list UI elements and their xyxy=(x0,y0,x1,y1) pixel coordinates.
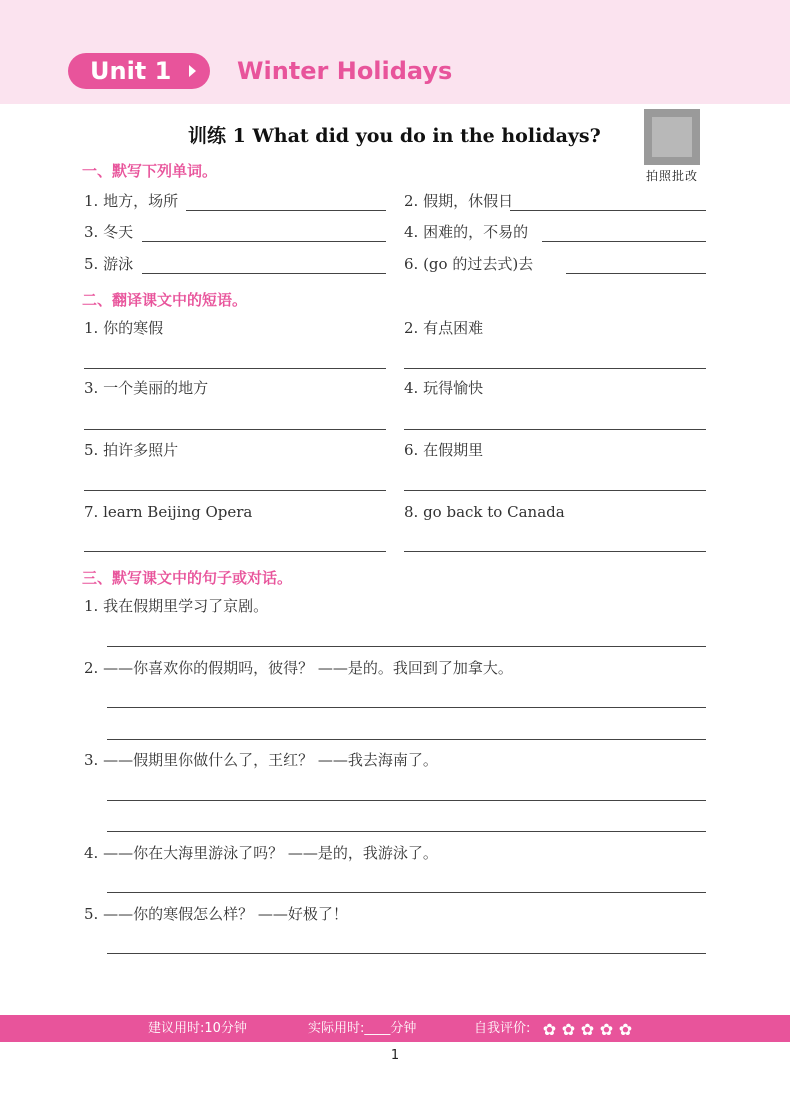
flower-star-icon[interactable]: ✿ xyxy=(599,1020,614,1039)
header-banner xyxy=(0,0,790,104)
flower-star-icon[interactable]: ✿ xyxy=(618,1020,633,1039)
answer-line[interactable] xyxy=(107,831,706,832)
answer-line[interactable] xyxy=(566,273,706,274)
word-item: 5. 游泳 xyxy=(84,255,134,273)
qr-code-icon[interactable] xyxy=(644,109,700,165)
answer-line[interactable] xyxy=(404,551,706,552)
answer-line[interactable] xyxy=(107,739,706,740)
answer-line[interactable] xyxy=(404,368,706,369)
phrase-item: 3. 一个美丽的地方 xyxy=(84,379,209,397)
word-item: 6. (go 的过去式)去 xyxy=(404,255,534,273)
lesson-title: 训练 1 What did you do in the holidays? xyxy=(188,125,601,147)
answer-line[interactable] xyxy=(510,210,706,211)
answer-line[interactable] xyxy=(84,490,386,491)
word-item: 1. 地方，场所 xyxy=(84,192,179,210)
answer-line[interactable] xyxy=(404,490,706,491)
sentence-item: 2. ——你喜欢你的假期吗，彼得？ ——是的。我回到了加拿大。 xyxy=(84,659,513,677)
flower-star-icon[interactable]: ✿ xyxy=(580,1020,595,1039)
answer-line[interactable] xyxy=(84,368,386,369)
answer-line[interactable] xyxy=(107,707,706,708)
section-heading-3: 三、默写课文中的句子或对话。 xyxy=(82,569,293,587)
suggested-time: 建议用时:10分钟 xyxy=(148,1021,247,1036)
rating-stars[interactable] xyxy=(541,1020,636,1039)
answer-line[interactable] xyxy=(107,800,706,801)
phrase-item: 1. 你的寒假 xyxy=(84,319,164,337)
word-item: 2. 假期，休假日 xyxy=(404,192,514,210)
phrase-item: 8. go back to Canada xyxy=(404,503,565,521)
actual-time: 实际用时:____分钟 xyxy=(308,1021,417,1036)
word-item: 3. 冬天 xyxy=(84,223,134,241)
section-heading-1: 一、默写下列单词。 xyxy=(82,162,218,180)
answer-line[interactable] xyxy=(84,551,386,552)
flower-star-icon[interactable]: ✿ xyxy=(542,1020,557,1039)
unit-label: Unit 1 xyxy=(90,57,172,85)
phrase-item: 5. 拍许多照片 xyxy=(84,441,179,459)
answer-line[interactable] xyxy=(107,892,706,893)
section-heading-2: 二、翻译课文中的短语。 xyxy=(82,291,248,309)
unit-badge xyxy=(68,53,210,89)
answer-line[interactable] xyxy=(186,210,386,211)
answer-line[interactable] xyxy=(404,429,706,430)
phrase-item: 7. learn Beijing Opera xyxy=(84,503,253,521)
answer-line[interactable] xyxy=(107,646,706,647)
sentence-item: 1. 我在假期里学习了京剧。 xyxy=(84,597,269,615)
play-arrow-icon xyxy=(189,65,196,77)
self-evaluation-label: 自我评价: xyxy=(474,1021,531,1036)
phrase-item: 2. 有点困难 xyxy=(404,319,484,337)
phrase-item: 4. 玩得愉快 xyxy=(404,379,484,397)
answer-line[interactable] xyxy=(542,241,706,242)
flower-star-icon[interactable]: ✿ xyxy=(561,1020,576,1039)
unit-title: Winter Holidays xyxy=(237,57,453,85)
word-item: 4. 困难的，不易的 xyxy=(404,223,529,241)
answer-line[interactable] xyxy=(142,273,386,274)
sentence-item: 5. ——你的寒假怎么样？ ——好极了！ xyxy=(84,905,348,923)
sentence-item: 3. ——假期里你做什么了，王红？ ——我去海南了。 xyxy=(84,751,438,769)
answer-line[interactable] xyxy=(107,953,706,954)
answer-line[interactable] xyxy=(84,429,386,430)
footer-bar xyxy=(0,1015,790,1042)
answer-line[interactable] xyxy=(142,241,386,242)
page-number: 1 xyxy=(390,1048,400,1063)
phrase-item: 6. 在假期里 xyxy=(404,441,484,459)
qr-label: 拍照批改 xyxy=(645,169,698,183)
sentence-item: 4. ——你在大海里游泳了吗？ ——是的，我游泳了。 xyxy=(84,844,438,862)
